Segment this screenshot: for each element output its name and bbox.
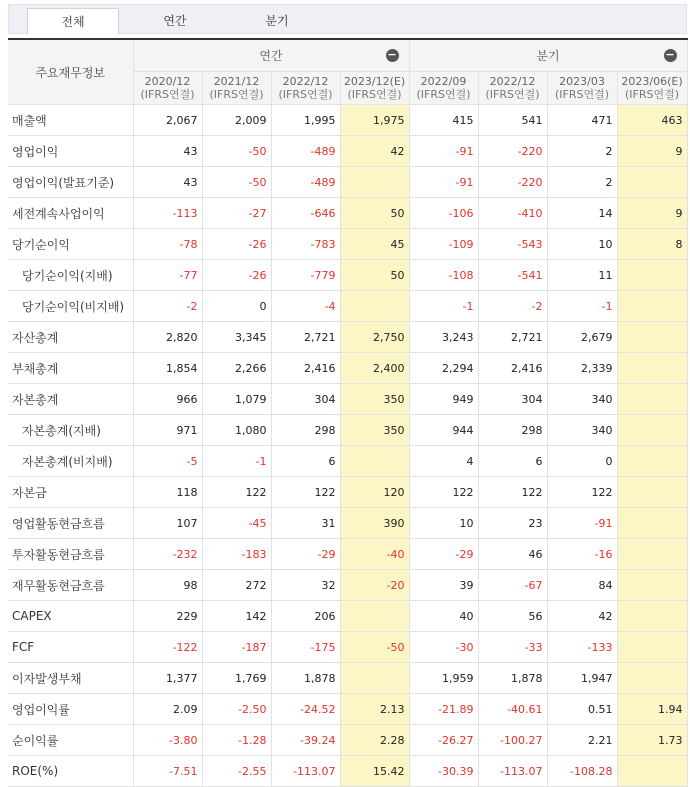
value-cell: -40 <box>340 539 409 570</box>
value-cell: -108.28 <box>547 756 617 787</box>
value-cell: 9 <box>617 198 687 229</box>
value-cell: -91 <box>409 167 478 198</box>
row-label: 당기순이익(지배) <box>8 260 133 291</box>
value-cell: -2.50 <box>202 694 271 725</box>
value-cell <box>617 353 687 384</box>
value-cell: 0 <box>202 291 271 322</box>
value-cell <box>617 415 687 446</box>
value-cell: 2,820 <box>133 322 202 353</box>
value-cell: 2,721 <box>478 322 547 353</box>
table-row <box>8 384 687 415</box>
row-label: 부채총계 <box>8 353 133 384</box>
value-cell: -26 <box>202 260 271 291</box>
value-cell: 304 <box>271 384 340 415</box>
value-cell: 43 <box>133 167 202 198</box>
group-header-quarterly <box>409 39 687 72</box>
value-cell <box>617 601 687 632</box>
value-cell: -29 <box>271 539 340 570</box>
value-cell: 206 <box>271 601 340 632</box>
period-date: 2022/09 <box>420 75 467 88</box>
table-row <box>8 663 687 694</box>
period-basis: (IFRS연결) <box>209 88 264 101</box>
period-basis: (IFRS연결) <box>140 88 195 101</box>
table-row <box>8 570 687 601</box>
table-row <box>8 694 687 725</box>
value-cell <box>617 446 687 477</box>
value-cell: 350 <box>340 415 409 446</box>
value-cell: 2,266 <box>202 353 271 384</box>
value-cell: 463 <box>617 105 687 136</box>
value-cell: 2.09 <box>133 694 202 725</box>
value-cell: 1,769 <box>202 663 271 694</box>
value-cell: 2,067 <box>133 105 202 136</box>
period-basis: (IFRS연결) <box>485 88 540 101</box>
value-cell: -26.27 <box>409 725 478 756</box>
value-cell: 1,947 <box>547 663 617 694</box>
row-label: 투자활동현금흐름 <box>8 539 133 570</box>
value-cell: -100.27 <box>478 725 547 756</box>
row-label: 자본총계(지배) <box>8 415 133 446</box>
value-cell: 1,079 <box>202 384 271 415</box>
value-cell: 350 <box>340 384 409 415</box>
value-cell: 340 <box>547 384 617 415</box>
value-cell: -50 <box>202 136 271 167</box>
value-cell: 541 <box>478 105 547 136</box>
table-row <box>8 477 687 508</box>
value-cell: 1,878 <box>478 663 547 694</box>
value-cell: -489 <box>271 136 340 167</box>
value-cell: 120 <box>340 477 409 508</box>
value-cell <box>617 508 687 539</box>
value-cell: 2,400 <box>340 353 409 384</box>
value-cell: -30 <box>409 632 478 663</box>
table-row <box>8 229 687 260</box>
value-cell: 39 <box>409 570 478 601</box>
row-label: 이자발생부채 <box>8 663 133 694</box>
value-cell: -232 <box>133 539 202 570</box>
tab-all[interactable]: 전체 <box>27 8 119 34</box>
value-cell: 1,080 <box>202 415 271 446</box>
value-cell: -489 <box>271 167 340 198</box>
value-cell: 340 <box>547 415 617 446</box>
value-cell: 304 <box>478 384 547 415</box>
table-row <box>8 508 687 539</box>
value-cell: 6 <box>271 446 340 477</box>
value-cell: 1.73 <box>617 725 687 756</box>
value-cell: 944 <box>409 415 478 446</box>
value-cell <box>340 601 409 632</box>
value-cell: 415 <box>409 105 478 136</box>
row-label: 당기순이익(비지배) <box>8 291 133 322</box>
value-cell: 15.42 <box>340 756 409 787</box>
value-cell: -67 <box>478 570 547 601</box>
value-cell: -541 <box>478 260 547 291</box>
value-cell: 50 <box>340 260 409 291</box>
period-basis: (IFRS연결) <box>347 88 402 101</box>
value-cell: 0 <box>547 446 617 477</box>
period-header <box>202 72 271 105</box>
value-cell: -220 <box>478 167 547 198</box>
value-cell: -183 <box>202 539 271 570</box>
value-cell: -20 <box>340 570 409 601</box>
value-cell: 2,339 <box>547 353 617 384</box>
table-row <box>8 105 687 136</box>
value-cell: 2.13 <box>340 694 409 725</box>
value-cell: 949 <box>409 384 478 415</box>
value-cell: 50 <box>340 198 409 229</box>
collapse-quarterly-icon[interactable]: − <box>665 48 675 61</box>
row-label: 순이익률 <box>8 725 133 756</box>
value-cell: -108 <box>409 260 478 291</box>
value-cell: 471 <box>547 105 617 136</box>
table-row <box>8 198 687 229</box>
group-header-annual <box>133 39 409 72</box>
row-label: 자본총계 <box>8 384 133 415</box>
table-row <box>8 756 687 787</box>
value-cell <box>340 663 409 694</box>
value-cell: 56 <box>478 601 547 632</box>
value-cell: -50 <box>340 632 409 663</box>
value-cell <box>617 322 687 353</box>
value-cell <box>617 756 687 787</box>
row-label: 당기순이익 <box>8 229 133 260</box>
period-date: 2021/12 <box>213 75 260 88</box>
table-row <box>8 322 687 353</box>
value-cell: 1.94 <box>617 694 687 725</box>
value-cell: -40.61 <box>478 694 547 725</box>
row-label: FCF <box>8 632 133 663</box>
value-cell: -113.07 <box>271 756 340 787</box>
value-cell: 1,995 <box>271 105 340 136</box>
value-cell: 11 <box>547 260 617 291</box>
value-cell: -109 <box>409 229 478 260</box>
value-cell <box>340 167 409 198</box>
value-cell: -4 <box>271 291 340 322</box>
value-cell: -1 <box>547 291 617 322</box>
table-row <box>8 415 687 446</box>
value-cell: 122 <box>547 477 617 508</box>
table-row <box>8 632 687 663</box>
value-cell <box>617 477 687 508</box>
value-cell: -21.89 <box>409 694 478 725</box>
value-cell: -26 <box>202 229 271 260</box>
value-cell <box>617 539 687 570</box>
value-cell: 14 <box>547 198 617 229</box>
value-cell: -7.51 <box>133 756 202 787</box>
period-header <box>340 72 409 105</box>
value-cell: -1 <box>202 446 271 477</box>
group-label-quarterly: 분기 <box>536 49 560 63</box>
value-cell <box>617 663 687 694</box>
table-row <box>8 260 687 291</box>
value-cell: 2 <box>547 167 617 198</box>
period-basis: (IFRS연결) <box>554 88 610 101</box>
value-cell <box>340 446 409 477</box>
value-cell: 971 <box>133 415 202 446</box>
value-cell: -16 <box>547 539 617 570</box>
collapse-annual-icon[interactable]: − <box>387 48 397 61</box>
value-cell: 1,377 <box>133 663 202 694</box>
value-cell: 122 <box>202 477 271 508</box>
period-header <box>478 72 547 105</box>
period-date: 2023/06(E) <box>621 75 683 88</box>
value-cell: -3.80 <box>133 725 202 756</box>
value-cell: 2,679 <box>547 322 617 353</box>
table-row <box>8 539 687 570</box>
value-cell: -1 <box>409 291 478 322</box>
period-header <box>547 72 617 105</box>
value-cell: -30.39 <box>409 756 478 787</box>
value-cell: 10 <box>547 229 617 260</box>
row-label: 자산총계 <box>8 322 133 353</box>
value-cell: 142 <box>202 601 271 632</box>
period-header <box>409 72 478 105</box>
value-cell: 1,975 <box>340 105 409 136</box>
tab-bar <box>8 4 687 34</box>
row-label: 자본금 <box>8 477 133 508</box>
value-cell: -33 <box>478 632 547 663</box>
value-cell: -1.28 <box>202 725 271 756</box>
row-label: 매출액 <box>8 105 133 136</box>
table-row <box>8 136 687 167</box>
value-cell: 1,959 <box>409 663 478 694</box>
value-cell: -91 <box>547 508 617 539</box>
value-cell: 3,243 <box>409 322 478 353</box>
value-cell: 98 <box>133 570 202 601</box>
row-label: 영업이익(발표기준) <box>8 167 133 198</box>
value-cell: 272 <box>202 570 271 601</box>
row-label: 영업활동현금흐름 <box>8 508 133 539</box>
value-cell: 43 <box>133 136 202 167</box>
value-cell: -29 <box>409 539 478 570</box>
value-cell: 42 <box>547 601 617 632</box>
value-cell <box>617 632 687 663</box>
value-cell: -122 <box>133 632 202 663</box>
row-label: 영업이익 <box>8 136 133 167</box>
value-cell: 118 <box>133 477 202 508</box>
value-cell: -77 <box>133 260 202 291</box>
table-row <box>8 353 687 384</box>
value-cell: -113 <box>133 198 202 229</box>
value-cell: 2,721 <box>271 322 340 353</box>
period-date: 2020/12 <box>144 75 191 88</box>
value-cell: 298 <box>271 415 340 446</box>
value-cell: -2 <box>478 291 547 322</box>
value-cell: 4 <box>409 446 478 477</box>
value-cell: -5 <box>133 446 202 477</box>
row-header-title: 주요재무정보 <box>8 39 133 105</box>
value-cell: 2.21 <box>547 725 617 756</box>
value-cell: 2,294 <box>409 353 478 384</box>
row-label: CAPEX <box>8 601 133 632</box>
value-cell: 3,345 <box>202 322 271 353</box>
value-cell: 107 <box>133 508 202 539</box>
value-cell <box>340 291 409 322</box>
tab-quarterly[interactable]: 분기 <box>265 14 289 28</box>
value-cell: 10 <box>409 508 478 539</box>
value-cell: 2.28 <box>340 725 409 756</box>
value-cell: -220 <box>478 136 547 167</box>
value-cell <box>617 291 687 322</box>
value-cell: -2.55 <box>202 756 271 787</box>
row-label: ROE(%) <box>8 756 133 787</box>
table-row <box>8 291 687 322</box>
table-row <box>8 446 687 477</box>
value-cell: 46 <box>478 539 547 570</box>
period-header <box>133 72 202 105</box>
value-cell: -646 <box>271 198 340 229</box>
value-cell: 229 <box>133 601 202 632</box>
value-cell: -39.24 <box>271 725 340 756</box>
value-cell: 2,416 <box>271 353 340 384</box>
value-cell: -187 <box>202 632 271 663</box>
value-cell: 1,878 <box>271 663 340 694</box>
period-basis: (IFRS연결) <box>624 88 680 101</box>
value-cell: -24.52 <box>271 694 340 725</box>
value-cell: 298 <box>478 415 547 446</box>
value-cell: -91 <box>409 136 478 167</box>
value-cell: -543 <box>478 229 547 260</box>
table-row <box>8 725 687 756</box>
table-row <box>8 167 687 198</box>
value-cell <box>617 167 687 198</box>
value-cell: -27 <box>202 198 271 229</box>
period-basis: (IFRS연결) <box>416 88 471 101</box>
row-label: 영업이익률 <box>8 694 133 725</box>
value-cell: 42 <box>340 136 409 167</box>
period-basis: (IFRS연결) <box>278 88 333 101</box>
value-cell: 45 <box>340 229 409 260</box>
value-cell: 1,854 <box>133 353 202 384</box>
value-cell: 122 <box>478 477 547 508</box>
value-cell: 8 <box>617 229 687 260</box>
tab-annual[interactable]: 연간 <box>163 14 187 28</box>
row-label: 재무활동현금흐름 <box>8 570 133 601</box>
value-cell: 0.51 <box>547 694 617 725</box>
value-cell: 84 <box>547 570 617 601</box>
period-header <box>617 72 687 105</box>
value-cell: -78 <box>133 229 202 260</box>
value-cell <box>617 384 687 415</box>
value-cell: -779 <box>271 260 340 291</box>
value-cell: -133 <box>547 632 617 663</box>
value-cell: -106 <box>409 198 478 229</box>
value-cell: -113.07 <box>478 756 547 787</box>
value-cell: -175 <box>271 632 340 663</box>
value-cell: 390 <box>340 508 409 539</box>
table-row <box>8 601 687 632</box>
value-cell: 2 <box>547 136 617 167</box>
group-label-annual: 연간 <box>259 49 283 63</box>
value-cell: 2,009 <box>202 105 271 136</box>
value-cell: -50 <box>202 167 271 198</box>
value-cell: 2,416 <box>478 353 547 384</box>
financial-summary-table <box>8 38 688 787</box>
row-label: 자본총계(비지배) <box>8 446 133 477</box>
value-cell: 2,750 <box>340 322 409 353</box>
period-header <box>271 72 340 105</box>
value-cell <box>617 570 687 601</box>
value-cell: 23 <box>478 508 547 539</box>
value-cell: 122 <box>271 477 340 508</box>
period-date: 2022/12 <box>282 75 329 88</box>
row-label: 세전계속사업이익 <box>8 198 133 229</box>
value-cell: -2 <box>133 291 202 322</box>
value-cell: 6 <box>478 446 547 477</box>
period-date: 2022/12 <box>489 75 536 88</box>
value-cell: 122 <box>409 477 478 508</box>
value-cell: 966 <box>133 384 202 415</box>
value-cell: -45 <box>202 508 271 539</box>
value-cell: -410 <box>478 198 547 229</box>
value-cell <box>617 260 687 291</box>
value-cell: 31 <box>271 508 340 539</box>
period-date: 2023/03 <box>559 75 605 88</box>
value-cell: 32 <box>271 570 340 601</box>
period-date: 2023/12(E) <box>343 75 406 88</box>
value-cell: -783 <box>271 229 340 260</box>
value-cell: 9 <box>617 136 687 167</box>
value-cell: 40 <box>409 601 478 632</box>
